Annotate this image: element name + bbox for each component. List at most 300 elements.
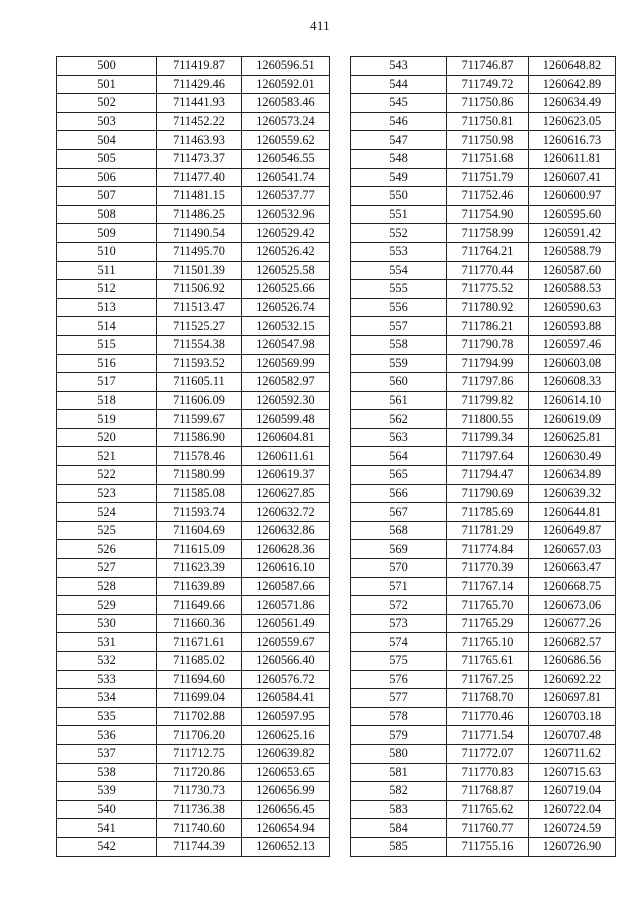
y-coordinate-cell: 1260632.72	[242, 503, 330, 522]
x-coordinate-cell: 711477.40	[157, 168, 242, 187]
point-number-cell: 543	[351, 57, 447, 76]
point-number-cell: 524	[57, 503, 157, 522]
y-coordinate-cell: 1260625.81	[529, 428, 616, 447]
table-row	[57, 94, 330, 113]
point-number-cell: 567	[351, 503, 447, 522]
table-row	[57, 689, 330, 708]
table-row	[57, 763, 330, 782]
x-coordinate-cell: 711768.70	[447, 689, 529, 708]
x-coordinate-cell: 711781.29	[447, 521, 529, 540]
table-row	[57, 726, 330, 745]
x-coordinate-cell: 711699.04	[157, 689, 242, 708]
x-coordinate-cell: 711764.21	[447, 242, 529, 261]
point-number-cell: 515	[57, 335, 157, 354]
x-coordinate-cell: 711706.20	[157, 726, 242, 745]
y-coordinate-cell: 1260588.79	[529, 242, 616, 261]
x-coordinate-cell: 711760.77	[447, 819, 529, 838]
table-row	[351, 577, 616, 596]
y-coordinate-cell: 1260595.60	[529, 205, 616, 224]
x-coordinate-cell: 711649.66	[157, 596, 242, 615]
y-coordinate-cell: 1260649.87	[529, 521, 616, 540]
x-coordinate-cell: 711452.22	[157, 112, 242, 131]
table-row	[351, 521, 616, 540]
point-number-cell: 541	[57, 819, 157, 838]
x-coordinate-cell: 711780.92	[447, 298, 529, 317]
table-row	[57, 503, 330, 522]
table-row	[351, 670, 616, 689]
table-row	[351, 559, 616, 578]
table-row	[351, 317, 616, 336]
table-row	[351, 112, 616, 131]
x-coordinate-cell: 711746.87	[447, 57, 529, 76]
table-row	[57, 819, 330, 838]
point-number-cell: 511	[57, 261, 157, 280]
table-row	[57, 707, 330, 726]
point-number-cell: 566	[351, 484, 447, 503]
x-coordinate-cell: 711797.86	[447, 373, 529, 392]
point-number-cell: 554	[351, 261, 447, 280]
x-coordinate-cell: 711685.02	[157, 652, 242, 671]
y-coordinate-cell: 1260526.74	[242, 298, 330, 317]
point-number-cell: 552	[351, 224, 447, 243]
x-coordinate-cell: 711751.68	[447, 149, 529, 168]
table-row	[351, 224, 616, 243]
y-coordinate-cell: 1260682.57	[529, 633, 616, 652]
y-coordinate-cell: 1260529.42	[242, 224, 330, 243]
table-row	[57, 540, 330, 559]
table-row	[351, 837, 616, 856]
x-coordinate-cell: 711671.61	[157, 633, 242, 652]
table-row	[351, 298, 616, 317]
x-coordinate-cell: 711606.09	[157, 391, 242, 410]
x-coordinate-cell: 711754.90	[447, 205, 529, 224]
x-coordinate-cell: 711463.93	[157, 131, 242, 150]
point-number-cell: 539	[57, 782, 157, 801]
y-coordinate-cell: 1260532.15	[242, 317, 330, 336]
x-coordinate-cell: 711495.70	[157, 242, 242, 261]
y-coordinate-cell: 1260587.66	[242, 577, 330, 596]
table-row	[57, 391, 330, 410]
x-coordinate-cell: 711429.46	[157, 75, 242, 94]
table-row	[57, 596, 330, 615]
point-number-cell: 564	[351, 447, 447, 466]
y-coordinate-cell: 1260632.86	[242, 521, 330, 540]
table-row	[351, 57, 616, 76]
point-number-cell: 549	[351, 168, 447, 187]
y-coordinate-cell: 1260582.97	[242, 373, 330, 392]
x-coordinate-cell: 711441.93	[157, 94, 242, 113]
y-coordinate-cell: 1260642.89	[529, 75, 616, 94]
x-coordinate-cell: 711800.55	[447, 410, 529, 429]
y-coordinate-cell: 1260592.01	[242, 75, 330, 94]
point-number-cell: 555	[351, 280, 447, 299]
table-row	[57, 633, 330, 652]
table-row	[57, 614, 330, 633]
x-coordinate-cell: 711554.38	[157, 335, 242, 354]
table-row	[57, 57, 330, 76]
y-coordinate-cell: 1260583.46	[242, 94, 330, 113]
x-coordinate-cell: 711786.21	[447, 317, 529, 336]
y-coordinate-cell: 1260596.51	[242, 57, 330, 76]
table-row	[57, 242, 330, 261]
point-number-cell: 505	[57, 149, 157, 168]
table-row	[57, 373, 330, 392]
y-coordinate-cell: 1260619.37	[242, 466, 330, 485]
y-coordinate-cell: 1260673.06	[529, 596, 616, 615]
y-coordinate-cell: 1260625.16	[242, 726, 330, 745]
x-coordinate-cell: 711694.60	[157, 670, 242, 689]
y-coordinate-cell: 1260719.04	[529, 782, 616, 801]
point-number-cell: 570	[351, 559, 447, 578]
table-row	[57, 224, 330, 243]
y-coordinate-cell: 1260525.58	[242, 261, 330, 280]
y-coordinate-cell: 1260619.09	[529, 410, 616, 429]
table-row	[351, 261, 616, 280]
table-row	[57, 187, 330, 206]
x-coordinate-cell: 711525.27	[157, 317, 242, 336]
table-row	[57, 112, 330, 131]
y-coordinate-cell: 1260571.86	[242, 596, 330, 615]
table-row	[351, 335, 616, 354]
table-row	[351, 410, 616, 429]
y-coordinate-cell: 1260526.42	[242, 242, 330, 261]
table-row	[57, 447, 330, 466]
y-coordinate-cell: 1260663.47	[529, 559, 616, 578]
x-coordinate-cell: 711770.44	[447, 261, 529, 280]
point-number-cell: 508	[57, 205, 157, 224]
point-number-cell: 538	[57, 763, 157, 782]
x-coordinate-cell: 711765.61	[447, 652, 529, 671]
point-number-cell: 562	[351, 410, 447, 429]
y-coordinate-cell: 1260576.72	[242, 670, 330, 689]
table-row	[57, 837, 330, 856]
point-number-cell: 585	[351, 837, 447, 856]
table-row	[351, 205, 616, 224]
x-coordinate-cell: 711771.54	[447, 726, 529, 745]
table-row	[351, 75, 616, 94]
point-number-cell: 517	[57, 373, 157, 392]
y-coordinate-cell: 1260611.81	[529, 149, 616, 168]
x-coordinate-cell: 711751.79	[447, 168, 529, 187]
table-row	[57, 652, 330, 671]
y-coordinate-cell: 1260634.89	[529, 466, 616, 485]
y-coordinate-cell: 1260644.81	[529, 503, 616, 522]
point-number-cell: 558	[351, 335, 447, 354]
table-row	[57, 149, 330, 168]
point-number-cell: 520	[57, 428, 157, 447]
point-number-cell: 512	[57, 280, 157, 299]
x-coordinate-cell: 711593.74	[157, 503, 242, 522]
table-row	[351, 540, 616, 559]
y-coordinate-cell: 1260525.66	[242, 280, 330, 299]
point-number-cell: 529	[57, 596, 157, 615]
point-number-cell: 546	[351, 112, 447, 131]
x-coordinate-cell: 711765.62	[447, 800, 529, 819]
x-coordinate-cell: 711419.87	[157, 57, 242, 76]
y-coordinate-cell: 1260639.82	[242, 744, 330, 763]
point-number-cell: 527	[57, 559, 157, 578]
point-number-cell: 577	[351, 689, 447, 708]
point-number-cell: 565	[351, 466, 447, 485]
table-row	[351, 726, 616, 745]
y-coordinate-cell: 1260692.22	[529, 670, 616, 689]
y-coordinate-cell: 1260591.42	[529, 224, 616, 243]
x-coordinate-cell: 711765.29	[447, 614, 529, 633]
x-coordinate-cell: 711736.38	[157, 800, 242, 819]
table-row	[57, 428, 330, 447]
table-row	[57, 354, 330, 373]
x-coordinate-cell: 711790.78	[447, 335, 529, 354]
table-row	[351, 354, 616, 373]
y-coordinate-cell: 1260547.98	[242, 335, 330, 354]
x-coordinate-cell: 711486.25	[157, 205, 242, 224]
y-coordinate-cell: 1260628.36	[242, 540, 330, 559]
x-coordinate-cell: 711775.52	[447, 280, 529, 299]
table-row	[57, 205, 330, 224]
point-number-cell: 531	[57, 633, 157, 652]
x-coordinate-cell: 711740.60	[157, 819, 242, 838]
point-number-cell: 514	[57, 317, 157, 336]
table-row	[57, 131, 330, 150]
table-row	[57, 317, 330, 336]
table-row	[351, 168, 616, 187]
table-row	[351, 131, 616, 150]
table-row	[57, 298, 330, 317]
y-coordinate-cell: 1260537.77	[242, 187, 330, 206]
x-coordinate-cell: 711767.25	[447, 670, 529, 689]
point-number-cell: 559	[351, 354, 447, 373]
x-coordinate-cell: 711712.75	[157, 744, 242, 763]
y-coordinate-cell: 1260616.10	[242, 559, 330, 578]
point-number-cell: 534	[57, 689, 157, 708]
point-number-cell: 545	[351, 94, 447, 113]
y-coordinate-cell: 1260611.61	[242, 447, 330, 466]
y-coordinate-cell: 1260652.13	[242, 837, 330, 856]
y-coordinate-cell: 1260604.81	[242, 428, 330, 447]
y-coordinate-cell: 1260587.60	[529, 261, 616, 280]
table-row	[57, 521, 330, 540]
point-number-cell: 550	[351, 187, 447, 206]
point-number-cell: 557	[351, 317, 447, 336]
point-number-cell: 542	[57, 837, 157, 856]
point-number-cell: 582	[351, 782, 447, 801]
point-number-cell: 528	[57, 577, 157, 596]
y-coordinate-cell: 1260559.67	[242, 633, 330, 652]
y-coordinate-cell: 1260623.05	[529, 112, 616, 131]
table-row	[351, 280, 616, 299]
table-row	[351, 503, 616, 522]
x-coordinate-cell: 711772.07	[447, 744, 529, 763]
x-coordinate-cell: 711501.39	[157, 261, 242, 280]
y-coordinate-cell: 1260715.63	[529, 763, 616, 782]
y-coordinate-cell: 1260726.90	[529, 837, 616, 856]
point-number-cell: 571	[351, 577, 447, 596]
point-number-cell: 533	[57, 670, 157, 689]
x-coordinate-cell: 711623.39	[157, 559, 242, 578]
point-number-cell: 548	[351, 149, 447, 168]
point-number-cell: 535	[57, 707, 157, 726]
table-row	[57, 744, 330, 763]
y-coordinate-cell: 1260686.56	[529, 652, 616, 671]
point-number-cell: 583	[351, 800, 447, 819]
table-row	[57, 670, 330, 689]
point-number-cell: 563	[351, 428, 447, 447]
table-row	[351, 707, 616, 726]
x-coordinate-cell: 711586.90	[157, 428, 242, 447]
coordinates-table-left	[56, 56, 330, 857]
y-coordinate-cell: 1260677.26	[529, 614, 616, 633]
y-coordinate-cell: 1260559.62	[242, 131, 330, 150]
table-row	[351, 428, 616, 447]
point-number-cell: 579	[351, 726, 447, 745]
table-row	[351, 596, 616, 615]
table-row	[57, 782, 330, 801]
point-number-cell: 536	[57, 726, 157, 745]
point-number-cell: 518	[57, 391, 157, 410]
y-coordinate-cell: 1260654.94	[242, 819, 330, 838]
y-coordinate-cell: 1260616.73	[529, 131, 616, 150]
point-number-cell: 569	[351, 540, 447, 559]
table-row	[57, 800, 330, 819]
x-coordinate-cell: 711580.99	[157, 466, 242, 485]
y-coordinate-cell: 1260603.08	[529, 354, 616, 373]
y-coordinate-cell: 1260573.24	[242, 112, 330, 131]
x-coordinate-cell: 711770.46	[447, 707, 529, 726]
point-number-cell: 574	[351, 633, 447, 652]
point-number-cell: 503	[57, 112, 157, 131]
point-number-cell: 544	[351, 75, 447, 94]
x-coordinate-cell: 711481.15	[157, 187, 242, 206]
y-coordinate-cell: 1260561.49	[242, 614, 330, 633]
y-coordinate-cell: 1260532.96	[242, 205, 330, 224]
table-row	[351, 744, 616, 763]
point-number-cell: 522	[57, 466, 157, 485]
y-coordinate-cell: 1260566.40	[242, 652, 330, 671]
point-number-cell: 501	[57, 75, 157, 94]
x-coordinate-cell: 711750.98	[447, 131, 529, 150]
y-coordinate-cell: 1260639.32	[529, 484, 616, 503]
x-coordinate-cell: 711506.92	[157, 280, 242, 299]
x-coordinate-cell: 711513.47	[157, 298, 242, 317]
point-number-cell: 551	[351, 205, 447, 224]
y-coordinate-cell: 1260592.30	[242, 391, 330, 410]
table-row	[351, 149, 616, 168]
table-row	[57, 261, 330, 280]
point-number-cell: 581	[351, 763, 447, 782]
table-row	[57, 559, 330, 578]
x-coordinate-cell: 711785.69	[447, 503, 529, 522]
x-coordinate-cell: 711797.64	[447, 447, 529, 466]
point-number-cell: 584	[351, 819, 447, 838]
y-coordinate-cell: 1260546.55	[242, 149, 330, 168]
point-number-cell: 509	[57, 224, 157, 243]
y-coordinate-cell: 1260648.82	[529, 57, 616, 76]
point-number-cell: 504	[57, 131, 157, 150]
x-coordinate-cell: 711752.46	[447, 187, 529, 206]
table-row	[351, 466, 616, 485]
y-coordinate-cell: 1260600.97	[529, 187, 616, 206]
x-coordinate-cell: 711585.08	[157, 484, 242, 503]
point-number-cell: 506	[57, 168, 157, 187]
x-coordinate-cell: 711720.86	[157, 763, 242, 782]
x-coordinate-cell: 711578.46	[157, 447, 242, 466]
table-row	[57, 75, 330, 94]
table-row	[57, 280, 330, 299]
table-row	[57, 466, 330, 485]
x-coordinate-cell: 711794.99	[447, 354, 529, 373]
x-coordinate-cell: 711473.37	[157, 149, 242, 168]
table-row	[57, 410, 330, 429]
y-coordinate-cell: 1260627.85	[242, 484, 330, 503]
x-coordinate-cell: 711615.09	[157, 540, 242, 559]
table-row	[57, 335, 330, 354]
y-coordinate-cell: 1260722.04	[529, 800, 616, 819]
point-number-cell: 580	[351, 744, 447, 763]
y-coordinate-cell: 1260569.99	[242, 354, 330, 373]
point-number-cell: 502	[57, 94, 157, 113]
point-number-cell: 576	[351, 670, 447, 689]
point-number-cell: 507	[57, 187, 157, 206]
point-number-cell: 523	[57, 484, 157, 503]
point-number-cell: 578	[351, 707, 447, 726]
x-coordinate-cell: 711755.16	[447, 837, 529, 856]
x-coordinate-cell: 711639.89	[157, 577, 242, 596]
table-row	[351, 819, 616, 838]
point-number-cell: 556	[351, 298, 447, 317]
x-coordinate-cell: 711770.83	[447, 763, 529, 782]
point-number-cell: 573	[351, 614, 447, 633]
y-coordinate-cell: 1260614.10	[529, 391, 616, 410]
x-coordinate-cell: 711599.67	[157, 410, 242, 429]
point-number-cell: 521	[57, 447, 157, 466]
table-row	[351, 94, 616, 113]
point-number-cell: 516	[57, 354, 157, 373]
table-row	[57, 484, 330, 503]
x-coordinate-cell: 711765.70	[447, 596, 529, 615]
point-number-cell: 513	[57, 298, 157, 317]
x-coordinate-cell: 711749.72	[447, 75, 529, 94]
table-row	[351, 484, 616, 503]
table-row	[57, 577, 330, 596]
y-coordinate-cell: 1260711.62	[529, 744, 616, 763]
x-coordinate-cell: 711765.10	[447, 633, 529, 652]
y-coordinate-cell: 1260593.88	[529, 317, 616, 336]
x-coordinate-cell: 711768.87	[447, 782, 529, 801]
table-row	[351, 652, 616, 671]
y-coordinate-cell: 1260656.45	[242, 800, 330, 819]
point-number-cell: 572	[351, 596, 447, 615]
x-coordinate-cell: 711794.47	[447, 466, 529, 485]
y-coordinate-cell: 1260668.75	[529, 577, 616, 596]
y-coordinate-cell: 1260656.99	[242, 782, 330, 801]
point-number-cell: 525	[57, 521, 157, 540]
y-coordinate-cell: 1260703.18	[529, 707, 616, 726]
point-number-cell: 553	[351, 242, 447, 261]
x-coordinate-cell: 711790.69	[447, 484, 529, 503]
y-coordinate-cell: 1260607.41	[529, 168, 616, 187]
table-row	[351, 763, 616, 782]
table-row	[351, 391, 616, 410]
y-coordinate-cell: 1260653.65	[242, 763, 330, 782]
point-number-cell: 530	[57, 614, 157, 633]
x-coordinate-cell: 711770.39	[447, 559, 529, 578]
point-number-cell: 526	[57, 540, 157, 559]
y-coordinate-cell: 1260608.33	[529, 373, 616, 392]
y-coordinate-cell: 1260634.49	[529, 94, 616, 113]
point-number-cell: 519	[57, 410, 157, 429]
table-row	[351, 614, 616, 633]
table-row	[351, 187, 616, 206]
